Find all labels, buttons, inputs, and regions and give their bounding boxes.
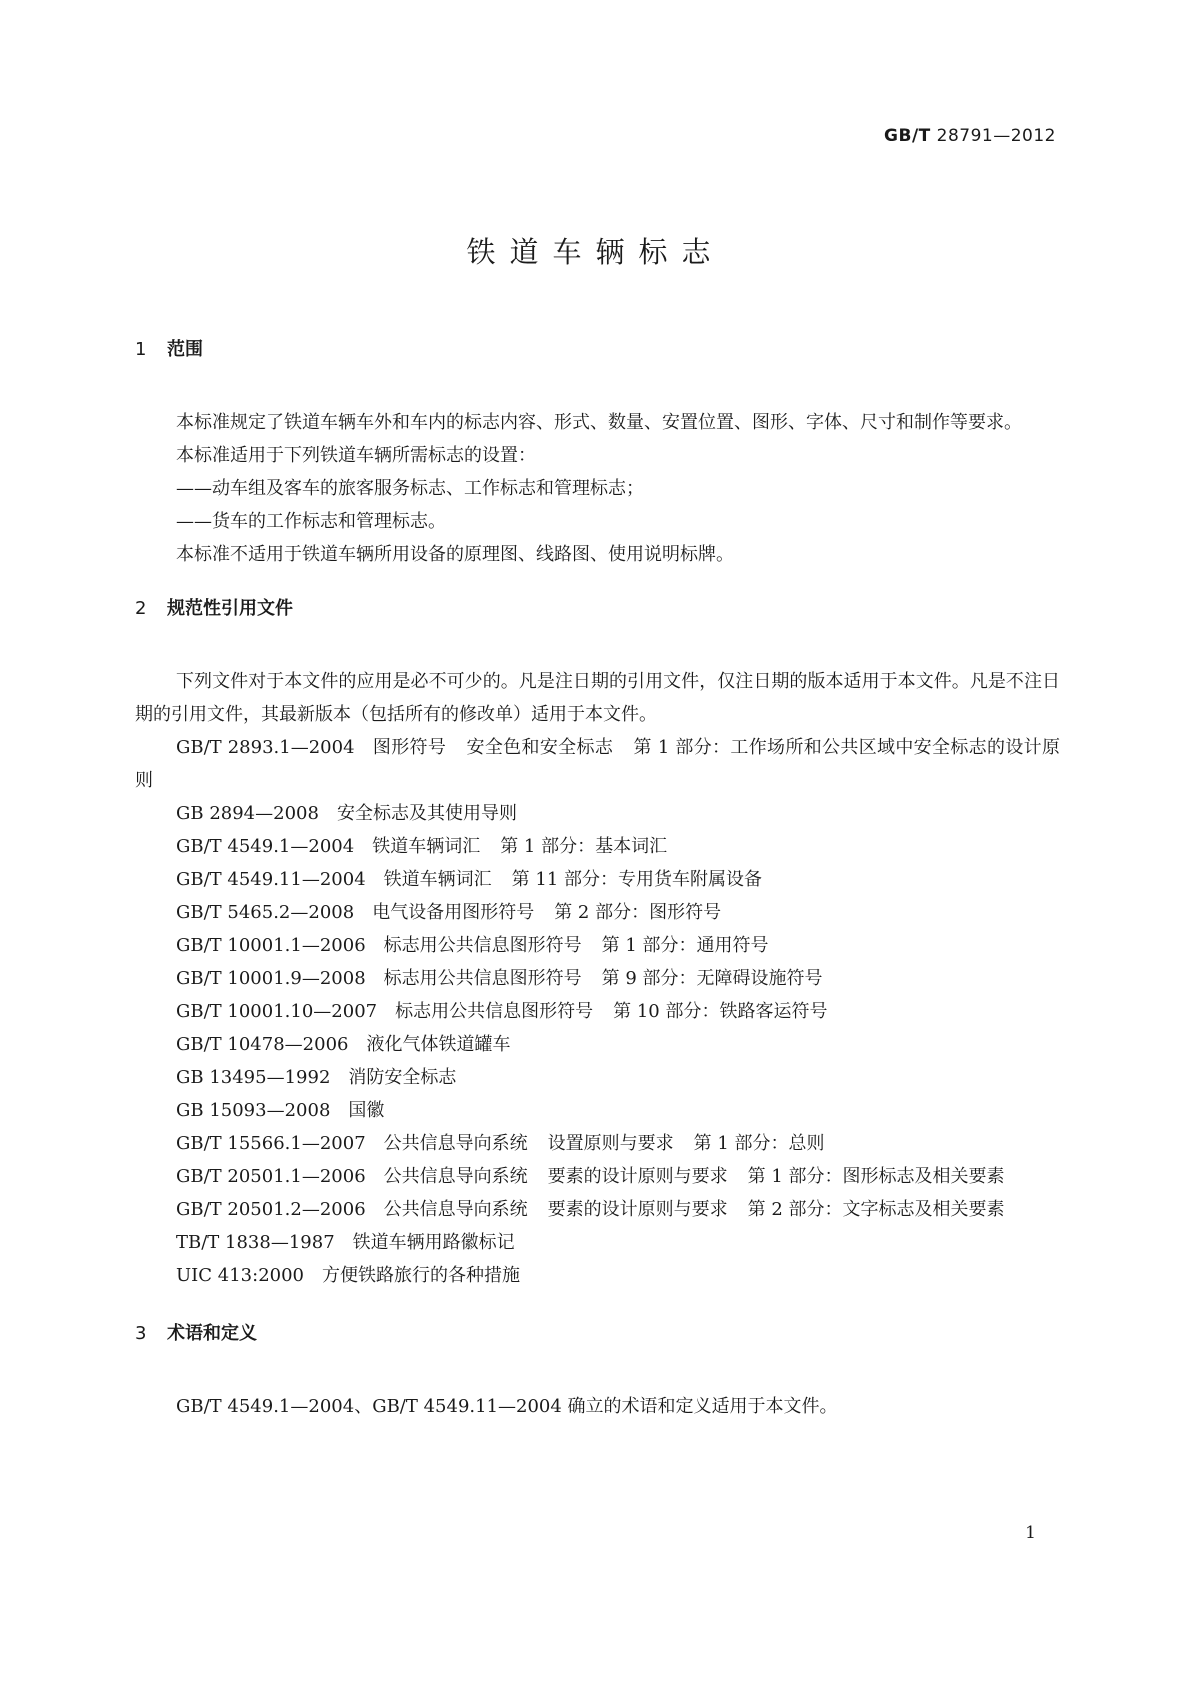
section-heading-scope [135, 338, 1060, 362]
reference-title-part: 公共信息导向系统 [383, 1166, 528, 1187]
reference-item [135, 1160, 1060, 1193]
reference-title-part: 标志用公共信息图形符号 [383, 935, 582, 956]
reference-code: GB/T 2893.1—2004 [176, 737, 355, 758]
standard-number [884, 126, 1056, 146]
reference-item [135, 863, 1060, 896]
reference-code: GB/T 10001.9—2008 [176, 968, 366, 989]
paragraph: GB/T 4549.1—2004、GB/T 4549.11—2004 确立的术语和定义适用于本文件。 [176, 1396, 838, 1417]
reference-code: GB/T 5465.2—2008 [176, 902, 355, 923]
reference-item [135, 731, 1060, 797]
reference-title-part: 设置原则与要求 [547, 1133, 674, 1154]
reference-code: GB 15093—2008 [176, 1100, 331, 1121]
reference-title-part: 第 1 部分：总则 [693, 1133, 825, 1154]
reference-title-part: 铁道车辆词汇 [383, 869, 492, 890]
reference-title-part: 液化气体铁道罐车 [366, 1034, 511, 1055]
reference-code: GB/T 15566.1—2007 [176, 1133, 366, 1154]
reference-title-part: 第 11 部分：专用货车附属设备 [511, 869, 763, 890]
reference-item [135, 1259, 1060, 1292]
reference-title-part: 图形符号 [372, 737, 447, 758]
reference-title-part: 第 2 部分：图形符号 [554, 902, 722, 923]
reference-code: GB/T 4549.11—2004 [176, 869, 366, 890]
reference-title-part: 安全色和安全标志 [466, 737, 614, 758]
list-item: ——货车的工作标志和管理标志。 [176, 511, 446, 532]
reference-title-part: 标志用公共信息图形符号 [383, 968, 582, 989]
reference-code: TB/T 1838—1987 [176, 1232, 335, 1253]
reference-title-part: 第 1 部分：基本词汇 [500, 836, 668, 857]
reference-code: GB/T 10001.1—2006 [176, 935, 366, 956]
section-terms-body [135, 1390, 1060, 1423]
section-heading-normative-references [135, 597, 1060, 621]
reference-list [135, 731, 1060, 1292]
reference-title-part: 安全标志及其使用导则 [336, 803, 517, 824]
page-number: 1 [1025, 1523, 1036, 1543]
standard-code: 28791—2012 [936, 126, 1056, 146]
reference-code: GB 13495—1992 [176, 1067, 331, 1088]
reference-item [135, 1061, 1060, 1094]
reference-title-part: 要素的设计原则与要求 [547, 1199, 728, 1220]
reference-title-part: 铁道车辆用路徽标记 [352, 1232, 515, 1253]
section-title: 范围 [167, 339, 203, 360]
reference-item [135, 1127, 1060, 1160]
reference-item [135, 929, 1060, 962]
section-scope-body [135, 406, 1060, 571]
reference-title-part: 电气设备用图形符号 [372, 902, 535, 923]
section-title: 规范性引用文件 [167, 598, 293, 619]
reference-title-part: 方便铁路旅行的各种措施 [322, 1265, 521, 1286]
reference-item [135, 962, 1060, 995]
reference-code: GB 2894—2008 [176, 803, 319, 824]
reference-item [135, 830, 1060, 863]
reference-title-part: 第 1 部分：通用符号 [601, 935, 769, 956]
section-title: 术语和定义 [167, 1323, 257, 1344]
reference-item [135, 1094, 1060, 1127]
reference-code: GB/T 10001.10—2007 [176, 1001, 378, 1022]
reference-code: GB/T 20501.1—2006 [176, 1166, 366, 1187]
reference-title-part: 标志用公共信息图形符号 [395, 1001, 594, 1022]
document-title: 铁道车辆标志 [466, 235, 725, 269]
reference-item [135, 896, 1060, 929]
paragraph: 本标准不适用于铁道车辆所用设备的原理图、线路图、使用说明标牌。 [176, 544, 734, 565]
paragraph: 下列文件对于本文件的应用是必不可少的。凡是注日期的引用文件，仅注日期的版本适用于本文件。凡是不注日期的引用文件，其最新版本（包括所有的修改单）适用于本文件。 [135, 671, 1060, 725]
paragraph: 本标准适用于下列铁道车辆所需标志的设置： [176, 445, 536, 466]
section-number: 1 [135, 339, 147, 360]
reference-title-part: 第 10 部分：铁路客运符号 [613, 1001, 828, 1022]
reference-item [135, 1226, 1060, 1259]
reference-title-part: 国徽 [348, 1100, 385, 1121]
list-item: ——动车组及客车的旅客服务标志、工作标志和管理标志； [176, 478, 644, 499]
reference-title-part: 铁道车辆词汇 [372, 836, 481, 857]
reference-title-part: 第 1 部分：工作场所和公共区域中安全标志的设计原则 [135, 737, 1060, 791]
section-number: 3 [135, 1323, 147, 1344]
section-references-body [135, 665, 1060, 1292]
reference-title-part: 第 9 部分：无障碍设施符号 [601, 968, 823, 989]
standard-prefix: GB/T [884, 126, 931, 146]
section-heading-terms [135, 1322, 1060, 1346]
section-number: 2 [135, 598, 147, 619]
reference-title-part: 公共信息导向系统 [383, 1199, 528, 1220]
reference-title-part: 消防安全标志 [348, 1067, 457, 1088]
paragraph: 本标准规定了铁道车辆车外和车内的标志内容、形式、数量、安置位置、图形、字体、尺寸和制作等要求。 [176, 412, 1022, 433]
reference-title-part: 要素的设计原则与要求 [547, 1166, 728, 1187]
document-body [135, 338, 1060, 1423]
reference-code: UIC 413:2000 [176, 1265, 305, 1286]
reference-item [135, 1028, 1060, 1061]
reference-item [135, 797, 1060, 830]
reference-code: GB/T 20501.2—2006 [176, 1199, 366, 1220]
reference-item [135, 995, 1060, 1028]
reference-code: GB/T 4549.1—2004 [176, 836, 355, 857]
reference-title-part: 公共信息导向系统 [383, 1133, 528, 1154]
reference-item [135, 1193, 1060, 1226]
reference-title-part: 第 1 部分：图形标志及相关要素 [747, 1166, 1005, 1187]
reference-code: GB/T 10478—2006 [176, 1034, 349, 1055]
reference-title-part: 第 2 部分：文字标志及相关要素 [747, 1199, 1005, 1220]
